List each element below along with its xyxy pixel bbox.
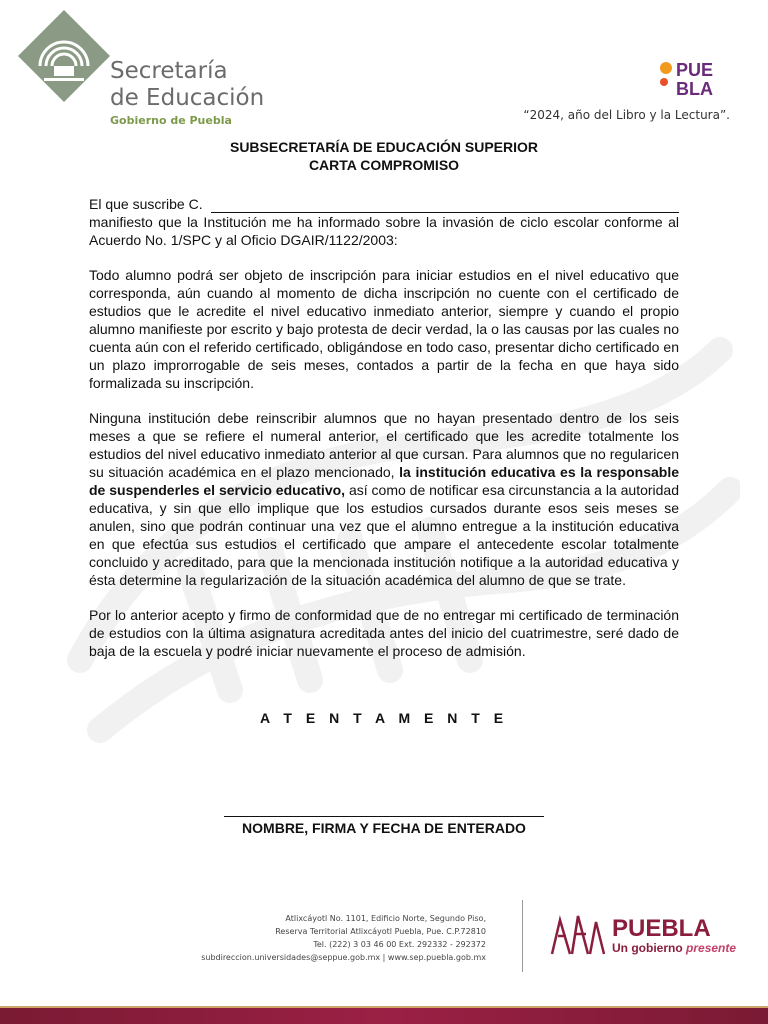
paragraph-3-part-a: Ninguna institución debe reinscribir alumnos que no hayan presentado dentro de los seis meses a que se refiere el numeral anterior, el certificado que les acredite totalmente los estudios del nivel educativo inmediato anterior al que cursan. Para alumnos que no regularicen su situación académica en el plazo mencionado, bbox=[89, 410, 679, 480]
document-body bbox=[89, 195, 679, 677]
sep-logo bbox=[18, 10, 268, 130]
footer-address-line-2: Reserva Territorial Atlixcáyotl Puebla, Pue. C.P.72810 bbox=[275, 927, 486, 936]
signature-label: NOMBRE, FIRMA Y FECHA DE ENTERADO bbox=[242, 820, 526, 836]
paragraph-4: Por lo anterior acepto y firmo de conformidad que de no entregar mi certificado de terminación de estudios con la última asignatura acreditada antes del inicio del cuatrimestre, seré dado de baja de la escuela y podré iniciar nuevamente el proceso de admisión. bbox=[89, 607, 679, 659]
document-title-line-2: CARTA COMPROMISO bbox=[308, 157, 460, 173]
footer-divider bbox=[522, 900, 523, 972]
sep-gobierno-label: Gobierno de Puebla bbox=[110, 114, 232, 127]
puebla-logo-icon bbox=[658, 56, 728, 100]
footer-color-bar bbox=[0, 1006, 768, 1024]
paragraph-3 bbox=[89, 409, 679, 589]
paragraph-1: manifiesto que la Institución me ha informado sobre la invasión de ciclo escolar conforme al Acuerdo No. 1/SPC y al Oficio DGAIR/1122/2003: bbox=[89, 214, 679, 248]
sep-emblem-icon bbox=[18, 10, 110, 102]
signature-line bbox=[224, 816, 544, 817]
puebla-footer-name: PUEBLA bbox=[612, 915, 711, 942]
footer-tagline-1: Un gobierno bbox=[612, 941, 683, 955]
puebla-figures-icon bbox=[552, 916, 604, 954]
paragraph-2: Todo alumno podrá ser objeto de inscripción para iniciar estudios en el nivel educativo que corresponda, aún cuando al momento de dicha inscripción no cuente con el certificado de estudios que le acredite el nivel educativo inmediato anterior, siempre y cuando el propio alumno manifieste por escrito y bajo protesta de decir verdad, la o las causas por las cuales no cuenta aún con el referido certificado, obligándose en todo caso, presentar dicho certificado en un plazo improrrogable de seis meses, contados a partir de la fecha en que haya sido formalizada su inscripción. bbox=[89, 267, 679, 391]
footer-phone: Tel. (222) 3 03 46 00 Ext. 292332 - 292372 bbox=[313, 940, 486, 949]
footer-address bbox=[201, 912, 486, 964]
puebla-gobierno-logo bbox=[546, 906, 746, 962]
puebla-logo-bottom-text: BLA bbox=[676, 79, 713, 99]
name-blank-line bbox=[211, 198, 679, 213]
svg-text:Un gobierno presente bbox=[612, 941, 736, 955]
sep-line-1: Secretaría bbox=[110, 58, 228, 84]
suscribe-row bbox=[89, 195, 679, 213]
footer-bar-accent bbox=[0, 1006, 768, 1008]
footer-address-line-1: Atlixcáyotl No. 1101, Edificio Norte, Segundo Piso, bbox=[285, 914, 486, 923]
puebla-logo-top-text: PUE bbox=[676, 60, 714, 80]
slogan: “2024, año del Libro y la Lectura”. bbox=[523, 108, 730, 122]
footer-web: subdireccion.universidades@seppue.gob.mx | www.sep.puebla.gob.mx bbox=[201, 953, 486, 962]
sep-line-2: de Educación bbox=[110, 85, 265, 111]
suscribe-label: El que suscribe C. bbox=[89, 196, 203, 212]
document-title-line-1: SUBSECRETARÍA DE EDUCACIÓN SUPERIOR bbox=[229, 139, 539, 155]
paragraph-3-bold: la institución educativa es la responsable de suspenderles el servicio educativo, bbox=[89, 464, 680, 498]
paragraph-3-part-c: así como de notificar esa circunstancia a la autoridad educativa, y sin que ello implique que los estudios cursados durante esos seis meses se anulen, sino que podrán continuar una vez que el alumno entregue a la institución educativa en que efectúa sus estudios el certificado que ampare el antecedente escolar totalmente concluido y acreditado, para que la mencionada institución notifique a la autoridad educativa y ésta determine la regularización de la situación académica del alumno de que se trate. bbox=[89, 482, 679, 588]
footer-tagline-2: presente bbox=[686, 941, 737, 955]
atentamente-heading: A T E N T A M E N T E bbox=[259, 710, 509, 726]
sep-wordmark bbox=[110, 58, 264, 112]
